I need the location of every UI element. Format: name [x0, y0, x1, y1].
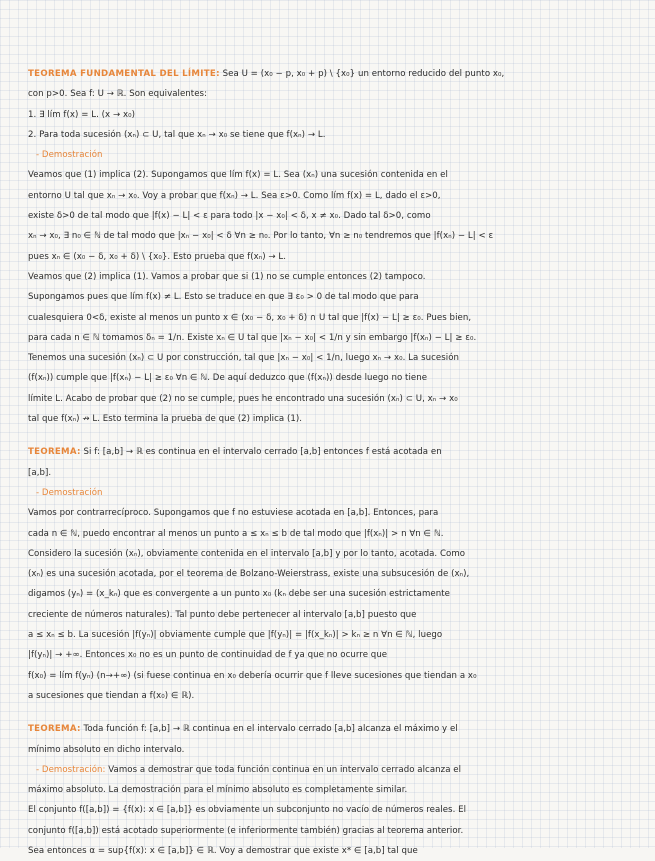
- line-text: |f(yₙ)| → +∞. Entonces x₀ no es un punto de continuidad de f ya que no ocurre que: [28, 650, 388, 661]
- line-text: Veamos que (2) implica (1). Vamos a probar que si (1) no se cumple entonces (2) tampoco.: [28, 271, 426, 282]
- line-text: límite L. Acabo de probar que (2) no se cumple, pues he encontrado una sucesión (xₙ) ⊂ U, xₙ → x₀: [28, 393, 458, 404]
- theorem-section: [28, 442, 629, 706]
- note-line: [28, 625, 629, 645]
- notes-content: [28, 64, 629, 861]
- note-line: [28, 800, 629, 820]
- note-line: [28, 308, 629, 328]
- theorem-heading: TEOREMA:: [28, 447, 81, 458]
- line-text: tal que f(xₙ) ↛ L. Esto termina la prueba de que (2) implica (1).: [28, 414, 303, 425]
- note-line: [28, 247, 629, 267]
- note-line: [28, 145, 629, 165]
- line-text: Supongamos pues que lím f(x) ≠ L. Esto se traduce en que ∃ ε₀ > 0 de tal modo que para: [28, 292, 419, 303]
- note-line: [28, 84, 629, 104]
- note-line: [28, 368, 629, 388]
- line-text: 2. Para toda sucesión (xₙ) ⊂ U, tal que xₙ → x₀ se tiene que f(xₙ) → L.: [28, 129, 326, 140]
- line-text: mínimo absoluto en dicho intervalo.: [28, 744, 185, 755]
- line-text: 1. ∃ lím f(x) = L. (x → x₀): [28, 109, 136, 120]
- note-line: [28, 328, 629, 348]
- section-gap: [28, 429, 629, 442]
- note-line: [28, 226, 629, 246]
- theorem-heading: TEOREMA FUNDAMENTAL DEL LÍMITE:: [28, 69, 220, 79]
- line-text: a ≤ xₙ ≤ b. La sucesión |f(yₙ)| obviamente cumple que |f(yₙ)| = |f(x_kₙ)| > kₙ ≥ n ∀n ∈ ℕ, luego: [28, 630, 443, 641]
- line-text: Sea entonces α = sup{f(x): x ∈ [a,b]} ∈ ℝ. Voy a demostrar que existe x* ∈ [a,b] tal que: [28, 845, 418, 856]
- line-text: digamos (yₙ) = (x_kₙ) que es convergente a un punto x₀ (kₙ debe ser una sucesión estrictamente: [28, 589, 451, 600]
- line-text: Veamos que (1) implica (2). Supongamos que lím f(x) = L. Sea (xₙ) una sucesión contenida en el: [28, 170, 448, 181]
- note-line: [28, 442, 629, 462]
- line-text: Sea U = (x₀ − p, x₀ + p) \ {x₀} un entorno reducido del punto x₀,: [219, 69, 505, 79]
- note-line: [28, 463, 629, 483]
- line-text: [a,b].: [28, 467, 52, 478]
- note-line: [28, 64, 629, 84]
- note-line: [28, 686, 629, 706]
- line-text: f(x₀) = lím f(yₙ) (n→+∞) (si fuese continua en x₀ debería ocurrir que f lleve sucesiones que tiendan a x₀: [28, 670, 477, 681]
- note-line: [28, 287, 629, 307]
- theorem-section: [28, 719, 629, 861]
- line-text: (xₙ) es una sucesión acotada, por el teorema de Bolzano-Weierstrass, existe una subsucesión de (xₙ),: [28, 569, 470, 580]
- line-text: Si f: [a,b] → ℝ es continua en el intervalo cerrado [a,b] entonces f está acotada en: [80, 447, 442, 458]
- line-text: conjunto f([a,b]) está acotado superiormente (e inferiormente también) gracias al teorema anterior.: [28, 825, 464, 836]
- note-line: [28, 821, 629, 841]
- line-text: con p>0. Sea f: U → ℝ. Son equivalentes:: [28, 89, 208, 100]
- note-line: [28, 125, 629, 145]
- line-text: Vamos por contrarrecíproco. Supongamos que f no estuviese acotada en [a,b]. Entonces, para: [28, 508, 439, 519]
- note-line: [28, 267, 629, 287]
- line-text: creciente de números naturales). Tal punto debe pertenecer al intervalo [a,b] puesto que: [28, 609, 417, 620]
- note-line: [28, 544, 629, 564]
- line-text: cualesquiera 0<δ, existe al menos un punto x ∈ (x₀ − δ, x₀ + δ) ∩ U tal que |f(x) − L| ≥ ε₀. Pues bien,: [28, 312, 472, 323]
- note-line: [28, 605, 629, 625]
- demostracion-label: - Demostración:: [36, 764, 106, 775]
- line-text: para cada n ∈ ℕ tomamos δₙ = 1/n. Existe xₙ ∈ U tal que |xₙ − x₀| < 1/n y sin embargo |f(xₙ) − L| ≥ ε₀.: [28, 332, 477, 343]
- line-text: cada n ∈ ℕ, puedo encontrar al menos un punto a ≤ xₙ ≤ b de tal modo que |f(xₙ)| > n ∀n ∈ ℕ.: [28, 528, 444, 539]
- line-text: existe δ>0 de tal modo que |f(x) − L| < ε para todo |x − x₀| < δ, x ≠ x₀. Dado tal δ>0, como: [28, 211, 431, 222]
- note-line: [28, 348, 629, 368]
- line-text: entorno U tal que xₙ → x₀. Voy a probar que f(xₙ) → L. Sea ε>0. Como lím f(x) = L, dado el ε>0,: [28, 190, 441, 201]
- demostracion-label: - Demostración: [36, 150, 103, 161]
- note-line: [28, 165, 629, 185]
- note-line: [28, 645, 629, 665]
- line-text: a sucesiones que tiendan a f(x₀) ∈ ℝ).: [28, 690, 195, 701]
- theorem-section: [28, 64, 629, 429]
- note-line: [28, 841, 629, 861]
- note-line: [28, 206, 629, 226]
- line-text: máximo absoluto. La demostración para el mínimo absoluto es completamente similar.: [28, 785, 408, 796]
- note-line: [28, 409, 629, 429]
- note-line: [28, 666, 629, 686]
- line-text: Tenemos una sucesión (xₙ) ⊂ U por construcción, tal que |xₙ − x₀| < 1/n, luego xₙ → x₀. La sucesión: [28, 353, 459, 364]
- note-line: [28, 564, 629, 584]
- note-line: [28, 524, 629, 544]
- line-text: Toda función f: [a,b] → ℝ continua en el intervalo cerrado [a,b] alcanza el máximo y el: [80, 724, 458, 735]
- note-line: [28, 740, 629, 760]
- note-line: [28, 780, 629, 800]
- line-text: Considero la sucesión (xₙ), obviamente contenida en el intervalo [a,b] y por lo tanto, acotada. Como: [28, 548, 466, 559]
- note-line: [28, 186, 629, 206]
- note-line: [28, 389, 629, 409]
- theorem-heading: TEOREMA:: [28, 724, 81, 735]
- note-line: [28, 760, 629, 780]
- line-text: (f(xₙ)) cumple que |f(xₙ) − L| ≥ ε₀ ∀n ∈ ℕ. De aquí deduzco que (f(xₙ)) desde luego no tiene: [28, 373, 428, 384]
- line-text: El conjunto f([a,b]) = {f(x): x ∈ [a,b]} es obviamente un subconjunto no vacío de números reales. El: [28, 805, 467, 816]
- note-line: [28, 584, 629, 604]
- note-line: [28, 503, 629, 523]
- line-text: pues xₙ ∈ (x₀ − δ, x₀ + δ) \ {x₀}. Esto prueba que f(xₙ) → L.: [28, 251, 287, 262]
- section-gap: [28, 706, 629, 719]
- line-text: xₙ → x₀, ∃ n₀ ∈ ℕ de tal modo que |xₙ − x₀| < δ ∀n ≥ n₀. Por lo tanto, ∀n ≥ n₀ tendremos que |f(xₙ) − L| < ε: [28, 231, 494, 242]
- line-text: Vamos a demostrar que toda función continua en un intervalo cerrado alcanza el: [105, 764, 462, 775]
- note-line: [28, 483, 629, 503]
- note-line: [28, 719, 629, 739]
- note-line: [28, 105, 629, 125]
- demostracion-label: - Demostración: [36, 487, 103, 498]
